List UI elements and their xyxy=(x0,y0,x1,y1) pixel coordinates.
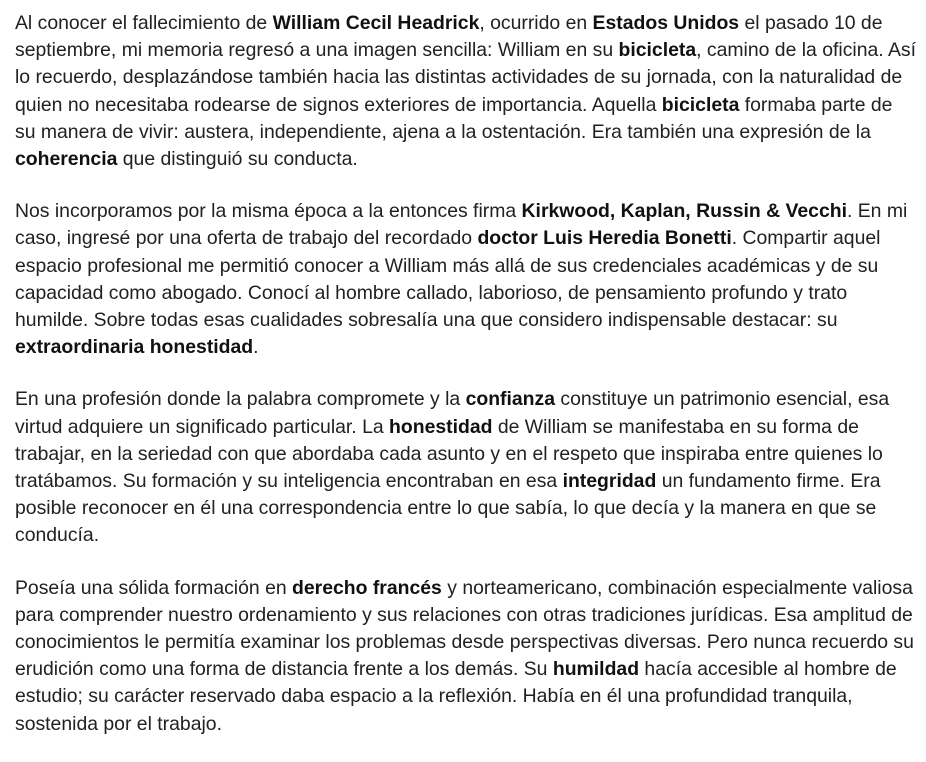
text-segment: Poseía una sólida formación en xyxy=(15,576,293,599)
bold-text: bicicleta xyxy=(618,39,697,62)
text-segment: Al conocer el fallecimiento de xyxy=(15,12,273,34)
bold-text: William Cecil Headrick xyxy=(272,12,480,34)
text-segment: que distinguió su conducta. xyxy=(117,148,358,171)
bold-text: humildad xyxy=(552,658,640,681)
bold-text: Kirkwood, Kaplan, Russin & Vecchi xyxy=(521,200,847,223)
text-segment: Nos incorporamos por la misma época a la entonces firma xyxy=(15,200,522,223)
bold-text: extraordinaria honestidad xyxy=(15,336,254,359)
bold-text: honestidad xyxy=(389,415,493,438)
paragraph xyxy=(15,575,918,738)
text-segment: . xyxy=(253,336,259,359)
text-segment: , camino de la oficina. Así lo recuerdo, desplazándose también hacia las distintas actividades de su jornada, con la naturalidad de quien no necesitaba rodearse de signos exteriores de importancia. Aquella xyxy=(15,39,917,116)
bold-text: Estados Unidos xyxy=(592,12,740,34)
paragraph xyxy=(15,386,918,549)
text-segment: formaba parte de su manera de vivir: austera, independiente, ajena a la ostentación. Era también una expresión de la xyxy=(15,93,893,143)
text-segment: . En mi caso, ingresé por una oferta de trabajo del recordado xyxy=(15,200,908,250)
text-segment: . Compartir aquel espacio profesional me permitió conocer a William más allá de sus credenciales académicas y de su capacidad como abogado. Conocí al hombre callado, laborioso, de pensamiento profundo y trato humilde. Sobre todas esas cualidades sobresalía una que considero indispensable destacar: su xyxy=(15,227,881,332)
text-segment: En una profesión donde la palabra compromete y la xyxy=(15,388,466,411)
paragraph xyxy=(15,198,918,361)
text-segment: hacía accesible al hombre de estudio; su carácter reservado daba espacio a la reflexión. Había en él una profundidad tranquila, sostenida por el trabajo. xyxy=(15,658,897,735)
text-segment: de William se manifestaba en su forma de trabajar, en la seriedad con que abordaba cada asunto y en el respeto que inspiraba entre quienes lo tratábamos. Su formación y su inteligencia encontraban en esa xyxy=(15,415,883,493)
bold-text: doctor Luis Heredia Bonetti xyxy=(477,227,732,250)
text-segment: un fundamento firme. Era posible reconocer en él una correspondencia entre lo que sabía, lo que decía y la manera en que se conducía. xyxy=(15,470,881,547)
text-segment: , ocurrido en xyxy=(479,12,593,34)
text-segment: constituye un patrimonio esencial, esa virtud adquiere un significado particular. La xyxy=(15,388,890,438)
bold-text: confianza xyxy=(465,388,556,411)
bold-text: bicicleta xyxy=(661,93,740,116)
bold-text: coherencia xyxy=(15,148,118,171)
bold-text: integridad xyxy=(562,470,657,493)
text-segment: el pasado 10 de septiembre, mi memoria regresó a una imagen sencilla: William en su xyxy=(15,12,883,62)
bold-text: derecho francés xyxy=(292,576,442,599)
paragraph xyxy=(15,10,918,173)
text-segment: y norteamericano, combinación especialmente valiosa para comprender nuestro ordenamiento y sus relaciones con otras tradiciones jurídicas. Esa amplitud de conocimientos le permitía examinar los problemas desde perspectivas diversas. Pero nunca recuerdo su erudición como una forma de distancia frente a los demás. Su xyxy=(15,576,914,681)
